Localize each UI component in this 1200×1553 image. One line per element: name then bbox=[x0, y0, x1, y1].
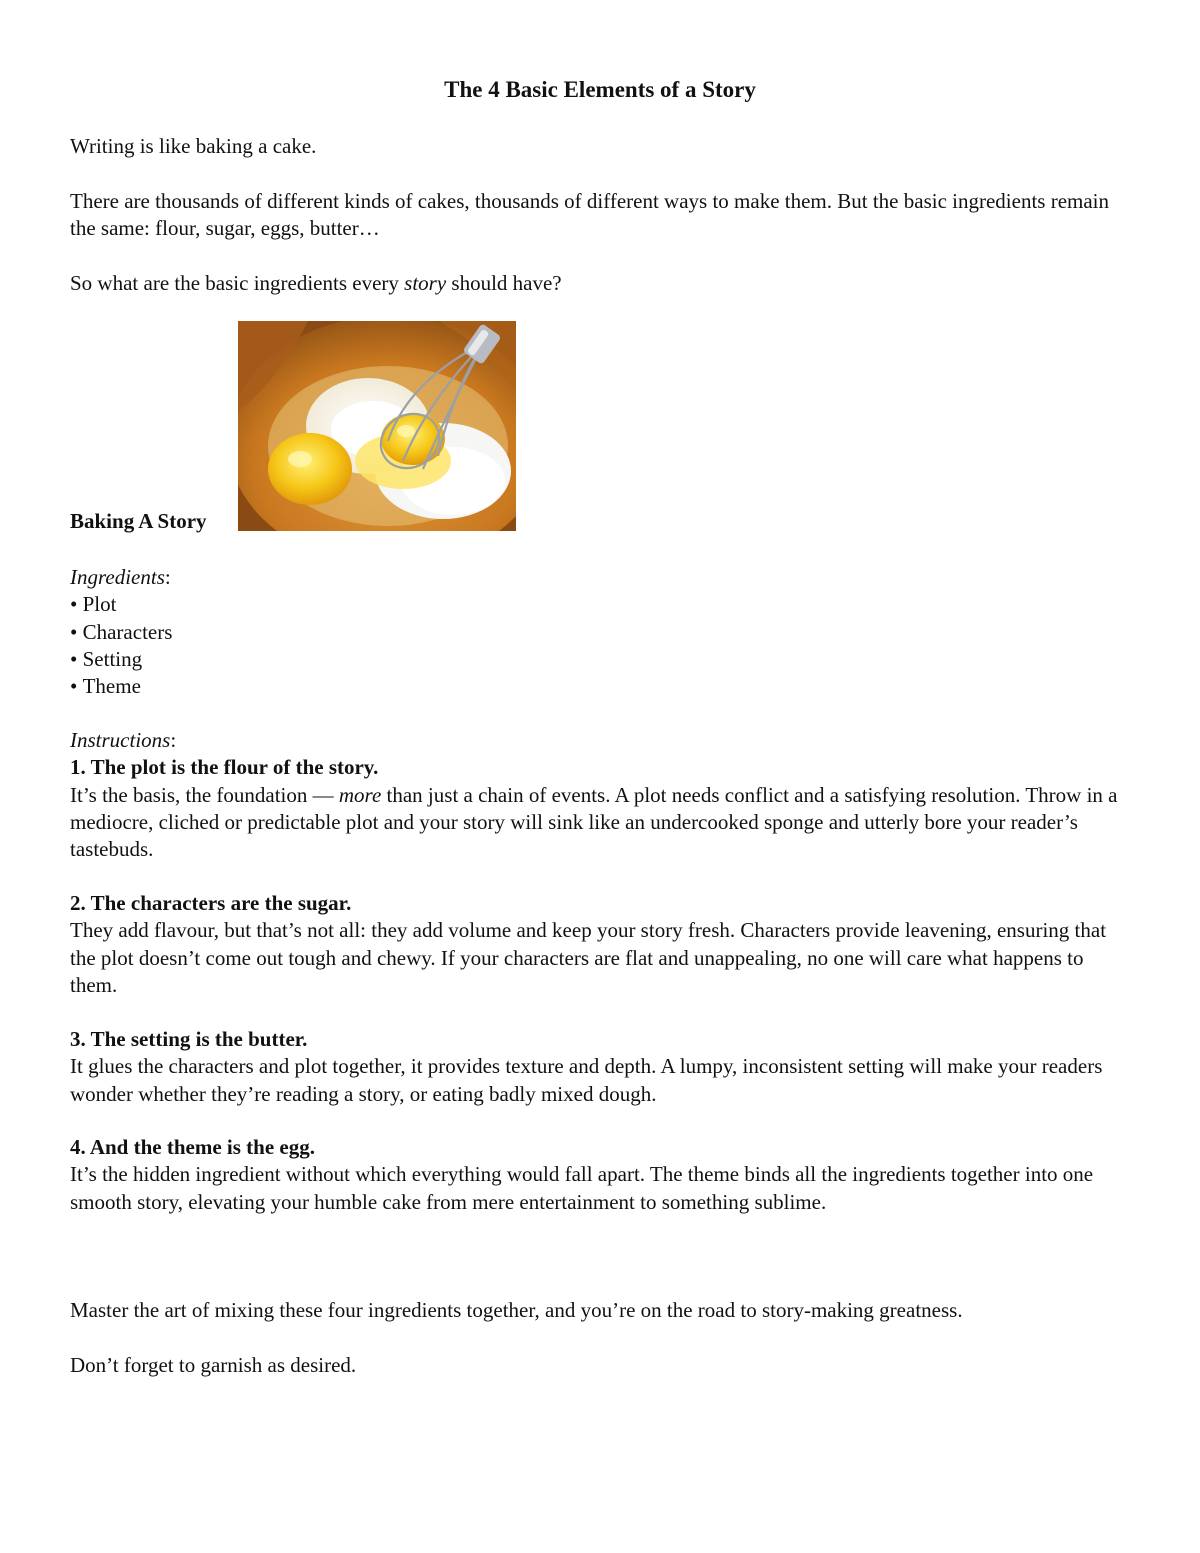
intro-question bbox=[70, 270, 1130, 297]
ingredients-section bbox=[70, 564, 1130, 700]
list-item: • Characters bbox=[70, 619, 1130, 646]
ingredients-heading bbox=[70, 564, 1130, 591]
list-item: • Setting bbox=[70, 646, 1130, 673]
closing-line-2: Don’t forget to garnish as desired. bbox=[70, 1353, 357, 1377]
step-4-body: It’s the hidden ingredient without which everything would fall apart. The theme binds all the ingredients together into one smooth story, elevating your humble cake from mere entertainment to something sublime. bbox=[70, 1162, 1094, 1214]
step-1-body bbox=[70, 782, 1130, 864]
instructions-heading bbox=[70, 727, 1130, 754]
mixing-bowl-with-whisk-and-egg-icon bbox=[238, 321, 516, 531]
instructions-label: Instructions bbox=[70, 728, 171, 752]
ingredients-list bbox=[70, 591, 1130, 700]
closing-line-1: Master the art of mixing these four ingredients together, and you’re on the road to story-making greatness. bbox=[70, 1298, 963, 1322]
step-1-heading: 1. The plot is the flour of the story. bbox=[70, 755, 379, 780]
step-1-body-before: It’s the basis, the foundation — bbox=[70, 782, 339, 807]
instructions-colon: : bbox=[170, 728, 177, 752]
list-item: • Plot bbox=[70, 591, 1130, 618]
step-2-heading: 2. The characters are the sugar. bbox=[70, 891, 352, 915]
baking-title: Baking A Story bbox=[70, 508, 207, 533]
intro-line-2: There are thousands of different kinds of cakes, thousands of different ways to make them. But the basic ingredients remain the same: flour, sugar, eggs, butter… bbox=[70, 189, 1110, 241]
list-item: • Theme bbox=[70, 673, 1130, 700]
step-3-heading: 3. The setting is the butter. bbox=[70, 1027, 308, 1051]
instructions-section bbox=[70, 727, 1130, 863]
ingredients-label: Ingredients bbox=[70, 565, 165, 589]
step-4-section bbox=[70, 1134, 1130, 1216]
ingredients-colon: : bbox=[164, 565, 171, 589]
step-4-heading: 4. And the theme is the egg. bbox=[70, 1135, 315, 1159]
intro-question-before: So what are the basic ingredients every bbox=[70, 271, 405, 295]
step-2-body: They add flavour, but that’s not all: they add volume and keep your story fresh. Characters provide leavening, ensuring that the plot doesn’t come out tough and chewy. If your characters are flat and unappealing, no one will care what happens to them. bbox=[70, 918, 1107, 997]
intro-question-after: should have? bbox=[446, 271, 562, 295]
page-title: The 4 Basic Elements of a Story bbox=[444, 77, 756, 102]
step-1-body-emphasis: more bbox=[338, 782, 382, 807]
step-1-body-after: than just a chain of events. A plot needs conflict and a satisfying resolution. Throw in a mediocre, cliched or predictable plot and your story will sink like an undercooked sponge and utterly bore your reader’s tastebuds. bbox=[70, 782, 1118, 862]
step-2-section bbox=[70, 890, 1130, 999]
intro-line-1: Writing is like baking a cake. bbox=[70, 134, 317, 158]
intro-question-emphasis: story bbox=[404, 271, 447, 295]
baking-section bbox=[70, 321, 870, 531]
step-3-section bbox=[70, 1026, 1130, 1108]
step-3-body: It glues the characters and plot together, it provides texture and depth. A lumpy, inconsistent setting will make your readers wonder whether they’re reading a story, or eating badly mixed dough. bbox=[70, 1054, 1103, 1106]
